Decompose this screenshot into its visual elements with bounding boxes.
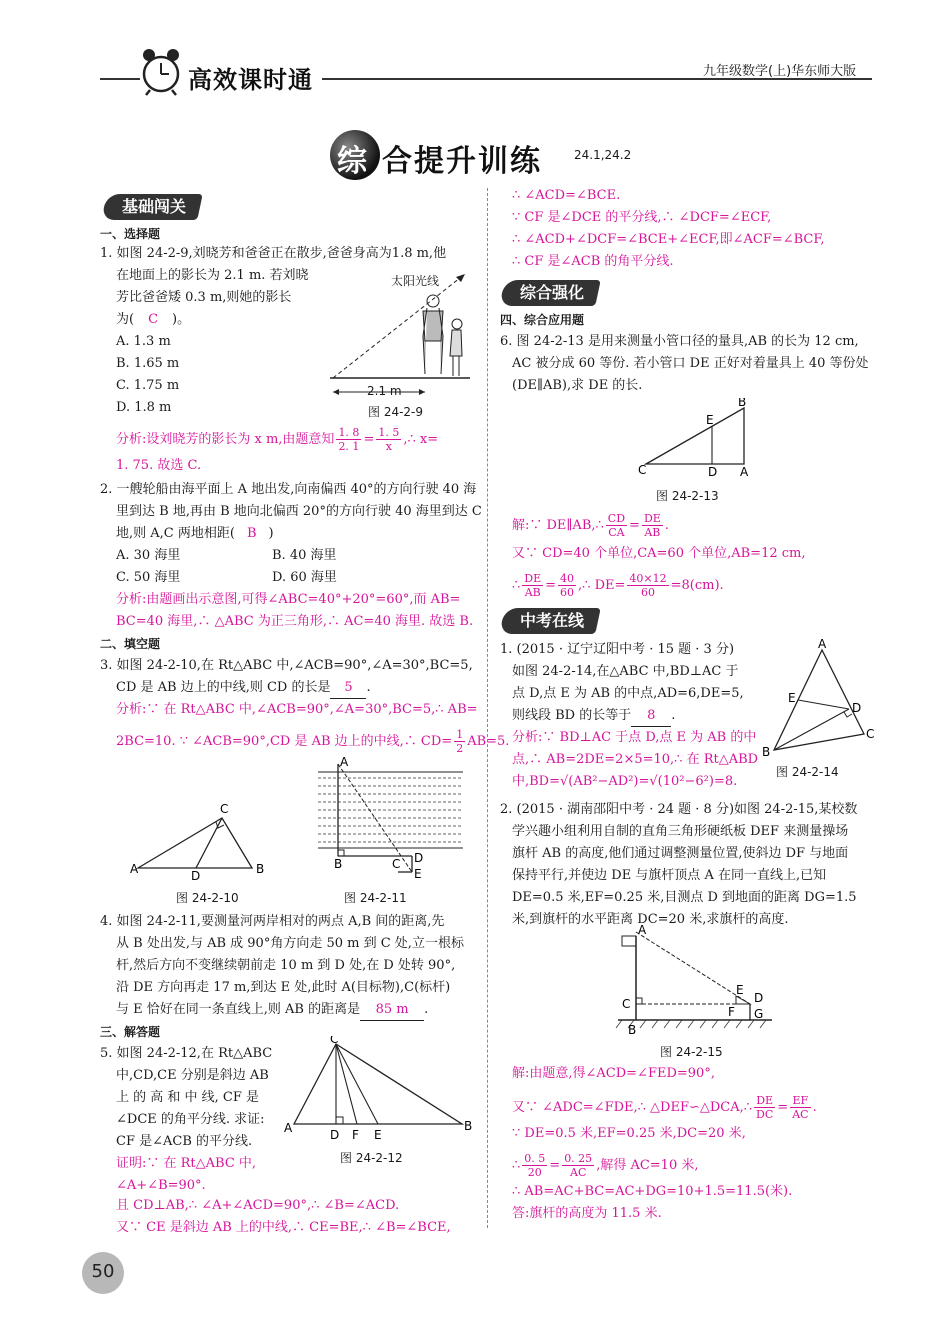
q2-option-d: D. 60 海里 xyxy=(272,570,337,585)
q1-answer: C xyxy=(148,312,159,327)
q7-analysis-3: 中,BD=√(AB²−AD²)=√(10²−6²)=8. xyxy=(512,774,738,789)
q8-line4: 保持平行,并使边 DE 与旗杆顶点 A 在同一直线上,已知 xyxy=(512,868,827,883)
q5-line3: 上 的 高 和 中 线, CF 是 xyxy=(116,1090,260,1105)
q5-proof-3: 且 CD⊥AB,∴ ∠A+∠ACD=90°,∴ ∠B=∠ACD. xyxy=(116,1198,400,1213)
q2-paren-close: ) xyxy=(268,526,274,541)
q7-line1: 1. (2015 · 辽宁辽阳中考 · 15 题 · 3 分) xyxy=(500,642,735,657)
q6-frac-4: $\frac{40}{60}$ xyxy=(560,572,575,599)
column-divider xyxy=(487,188,488,1228)
book-title: 九年级数学(上)华东师大版 xyxy=(703,64,857,79)
q6-line3: (DE∥AB),求 DE 的长. xyxy=(512,378,643,393)
q8-line1: 2. (2015 · 湖南邵阳中考 · 24 题 · 8 分)如图 24-2-15,某校数 xyxy=(500,802,858,817)
q3-period: . xyxy=(366,680,371,695)
svg-text:A: A xyxy=(340,756,349,769)
q3-analysis-2 xyxy=(116,728,509,755)
q1-analysis-end: 1. 75. 故选 C. xyxy=(116,458,202,473)
q8-line2: 学兴趣小组利用自制的直角三角形硬纸板 DEF 来测量操场 xyxy=(512,824,849,839)
q4-line5 xyxy=(116,1000,428,1021)
page-title: 合提升训练 xyxy=(382,144,542,179)
sun-ray-label: 太阳光线 xyxy=(391,274,440,288)
svg-text:B: B xyxy=(334,857,343,871)
svg-text:E: E xyxy=(706,413,714,427)
shadow-length-label: 2.1 m xyxy=(367,384,402,398)
svg-text:B: B xyxy=(464,1119,473,1133)
q6-solution-2: 又∵ CD=40 个单位,CA=60 个单位,AB=12 cm, xyxy=(512,546,806,561)
q5-cont-4: ∴ CF 是∠ACB 的角平分线. xyxy=(512,254,674,269)
svg-text:C: C xyxy=(220,802,229,816)
q6-therefore: ∴ xyxy=(512,578,521,593)
q1-analysis xyxy=(116,426,438,453)
q1-line3: 芳比爸爸矮 0.3 m,则她的影长 xyxy=(116,290,292,305)
q8-eq-1: = xyxy=(777,1100,789,1115)
svg-text:B: B xyxy=(628,1023,637,1037)
caption-24-2-13: 图 24-2-13 xyxy=(656,489,719,503)
q7-line3: 点 D,点 E 为 AB 的中点,AD=6,DE=5, xyxy=(512,686,744,701)
heading-fill: 二、填空题 xyxy=(100,637,161,651)
brand-title: 高效课时通 xyxy=(188,66,313,94)
q3-fraction: $\frac{1}{2}$ xyxy=(456,728,464,755)
heading-application: 四、综合应用题 xyxy=(500,313,585,327)
caption-24-2-14: 图 24-2-14 xyxy=(776,765,839,779)
q3-analysis-2-tail: AB=5. xyxy=(467,734,510,749)
q8-solution-3: ∵ DE=0.5 米,EF=0.25 米,DC=20 米, xyxy=(512,1126,746,1141)
q8-frac-3: $\frac{0. 5}{20}$ xyxy=(524,1152,546,1179)
figure-24-2-12 xyxy=(280,1036,480,1146)
svg-text:C: C xyxy=(638,463,647,477)
q1-option-c: C. 1.75 m xyxy=(116,378,180,393)
title-sections: 24.1,24.2 xyxy=(574,148,632,162)
heading-choice: 一、选择题 xyxy=(100,227,161,241)
q1-option-a: A. 1.3 m xyxy=(116,334,171,349)
q1-analysis-tail: ,∴ x= xyxy=(403,432,439,447)
svg-text:D: D xyxy=(330,1128,340,1142)
q1-line2: 在地面上的影长为 2.1 m. 若刘晓 xyxy=(116,268,309,283)
q8-line3: 旗杆 AB 的高度,他们通过调整测量位置,使斜边 DF 与地面 xyxy=(512,846,849,861)
q2-line2: 里到达 B 地,再由 B 地向北偏西 20°的方向行驶 40 海里到达 C xyxy=(116,504,482,519)
svg-text:A: A xyxy=(130,862,139,876)
badge-basic: 基础闯关 xyxy=(101,194,203,220)
q4-line2: 从 B 处出发,与 AB 成 90°角方向走 50 m 到 C 处,立一根标 xyxy=(116,936,464,951)
q2-analysis-2: BC=40 海里,∴ △ABC 为正三角形,∴ AC=40 海里. 故选 B. xyxy=(116,614,474,629)
q6-line2: AC 被分成 60 等份. 若小管口 DE 正好对着量具上 40 等份处 xyxy=(512,356,869,371)
q8-line6: 米,到旗杆的水平距离 DC=20 米,求旗杆的高度. xyxy=(512,912,789,927)
q6-solution-1 xyxy=(512,512,669,539)
svg-text:C: C xyxy=(330,1036,339,1046)
figure-24-2-13 xyxy=(636,398,766,482)
svg-text:F: F xyxy=(728,1005,735,1019)
q6-frac-3: $\frac{DE}{AB}$ xyxy=(524,572,542,599)
q8-frac-2: $\frac{EF}{AC}$ xyxy=(792,1094,809,1121)
q8-solution-6: 答:旗杆的高度为 11.5 米. xyxy=(512,1206,662,1221)
badge-exam: 中考在线 xyxy=(499,608,601,634)
svg-text:C: C xyxy=(622,997,631,1011)
q3-line2 xyxy=(116,678,371,699)
q2-option-c: C. 50 海里 xyxy=(116,570,181,585)
svg-text:C: C xyxy=(392,857,401,871)
q2-answer: B xyxy=(246,526,257,541)
svg-text:F: F xyxy=(352,1128,359,1142)
q5-proof-2: ∠A+∠B=90°. xyxy=(116,1178,206,1193)
svg-text:A: A xyxy=(818,637,827,651)
q7-line2: 如图 24-2-14,在△ABC 中,BD⊥AC 于 xyxy=(512,664,739,679)
q2-option-a: A. 30 海里 xyxy=(116,548,181,563)
q6-line1: 6. 图 24-2-13 是用来测量小管口径的量具,AB 的长为 12 cm, xyxy=(500,334,859,349)
svg-text:B: B xyxy=(256,862,265,876)
svg-text:E: E xyxy=(374,1128,382,1142)
q8-frac-1: $\frac{DE}{DC}$ xyxy=(756,1094,774,1121)
q6-solution-1-text: 解:∵ DE∥AB,∴ xyxy=(512,518,604,533)
q3-line2-text: CD 是 AB 边上的中线,则 CD 的长是 xyxy=(116,680,331,695)
q8-period: . xyxy=(812,1100,817,1115)
q6-solution-3-end: =8(cm). xyxy=(670,578,724,593)
caption-24-2-9: 图 24-2-9 xyxy=(368,405,424,419)
q4-answer: 85 m xyxy=(360,1000,424,1021)
q1-fraction-2: $\frac{1. 5}{x}$ xyxy=(378,426,400,453)
header-rule-left xyxy=(100,78,140,80)
q1-option-b: B. 1.65 m xyxy=(116,356,180,371)
svg-text:D: D xyxy=(852,701,862,715)
q8-solution-4 xyxy=(512,1152,699,1179)
svg-text:E: E xyxy=(788,691,796,705)
figure-24-2-11 xyxy=(318,756,468,880)
q7-line4-text: 则线段 BD 的长等于 xyxy=(512,708,632,723)
q8-solution-2 xyxy=(512,1094,817,1121)
q7-answer: 8 xyxy=(631,706,671,727)
q1-analysis-text: 分析:设刘晓芳的影长为 x m,由题意知 xyxy=(116,432,335,447)
q1-option-d: D. 1.8 m xyxy=(116,400,172,415)
alarm-clock-icon xyxy=(138,46,184,96)
q6-period: . xyxy=(664,518,669,533)
q5-line2: 中,CD,CE 分别是斜边 AB xyxy=(116,1068,269,1083)
q7-analysis-1: 分析:∵ BD⊥AC 于点 D,点 E 为 AB 的中 xyxy=(512,730,757,745)
q2-line3 xyxy=(116,524,274,544)
q7-analysis-2: 点,∴ AB=2DE=2×5=10,∴ 在 Rt△ABD xyxy=(512,752,759,767)
q5-cont-2: ∵ CF 是∠DCE 的平分线,∴ ∠DCF=∠ECF, xyxy=(512,210,772,225)
q4-line1: 4. 如图 24-2-11,要测量河两岸相对的两点 A,B 间的距离,先 xyxy=(100,914,445,929)
q8-solution-2-text: 又∵ ∠ADC=∠FDE,∴ △DEF∽△DCA,∴ xyxy=(512,1100,753,1115)
caption-24-2-11: 图 24-2-11 xyxy=(344,891,407,905)
q8-therefore: ∴ xyxy=(512,1158,521,1173)
q5-proof-1: 证明:∵ 在 Rt△ABC 中, xyxy=(116,1156,257,1171)
q8-eq-2: = xyxy=(549,1158,561,1173)
q6-frac-5: $\frac{40\times 12}{60}$ xyxy=(629,572,667,599)
q5-proof-4: 又∵ CE 是斜边 AB 上的中线,∴ CE=BE,∴ ∠B=∠BCE, xyxy=(116,1220,451,1235)
q2-option-b: B. 40 海里 xyxy=(272,548,337,563)
q2-line1: 2. 一艘轮船由海平面上 A 地出发,向南偏西 40°的方向行驶 40 海 xyxy=(100,482,477,497)
q2-analysis-1: 分析:由题画出示意图,可得∠ABC=40°+20°=60°,而 AB= xyxy=(116,592,461,607)
q5-line1: 5. 如图 24-2-12,在 Rt△ABC xyxy=(100,1046,273,1061)
title-first-char: 综 xyxy=(337,144,367,179)
q5-line5: CF 是∠ACB 的平分线. xyxy=(116,1134,253,1149)
page-number: 50 xyxy=(91,1261,115,1282)
svg-text:A: A xyxy=(638,923,647,937)
q3-answer: 5 xyxy=(330,678,366,699)
svg-text:B: B xyxy=(738,398,747,409)
q7-period: . xyxy=(671,708,676,723)
q4-period: . xyxy=(424,1002,429,1017)
svg-text:B: B xyxy=(762,745,771,759)
q8-solution-4-end: ,解得 AC=10 米, xyxy=(596,1158,699,1173)
q3-analysis-2-text: 2BC=10. ∵ ∠ACB=90°,CD 是 AB 边上的中线,∴ CD= xyxy=(116,734,453,749)
q8-frac-4: $\frac{0. 25}{AC}$ xyxy=(564,1152,593,1179)
heading-solve: 三、解答题 xyxy=(100,1025,161,1039)
q8-solution-1: 解:由题意,得∠ACD=∠FED=90°, xyxy=(512,1066,715,1081)
badge-comprehensive: 综合强化 xyxy=(499,280,601,306)
q4-line3: 杆,然后方向不变继续朝前走 10 m 到 D 处,在 D 处转 90°, xyxy=(116,958,456,973)
q7-line4 xyxy=(512,706,675,727)
q4-line5-text: 与 E 恰好在同一条直线上,则 AB 的距离是 xyxy=(116,1002,361,1017)
figure-24-2-14 xyxy=(760,636,880,760)
svg-text:E: E xyxy=(414,867,422,880)
svg-text:D: D xyxy=(414,851,424,865)
q1-line4 xyxy=(116,310,190,330)
svg-text:A: A xyxy=(740,465,749,479)
svg-text:G: G xyxy=(754,1007,764,1021)
svg-text:D: D xyxy=(708,465,718,479)
q4-line4: 沿 DE 方向再走 17 m,到达 E 处,此时 A(目标物),C(标杆) xyxy=(116,980,451,995)
caption-24-2-10: 图 24-2-10 xyxy=(176,891,239,905)
svg-text:D: D xyxy=(191,869,201,880)
caption-24-2-15: 图 24-2-15 xyxy=(660,1045,723,1059)
q6-eq-1: = xyxy=(629,518,640,533)
q1-equals: = xyxy=(363,432,375,447)
q6-frac-1: $\frac{CD}{CA}$ xyxy=(607,512,626,539)
q5-cont-1: ∴ ∠ACD=∠BCE. xyxy=(512,188,621,203)
q1-paren-open: 为( xyxy=(116,312,135,327)
caption-24-2-12: 图 24-2-12 xyxy=(340,1151,403,1165)
q1-fraction-1: $\frac{1. 8}{2. 1}$ xyxy=(338,426,360,453)
figure-24-2-15 xyxy=(612,922,782,1042)
q1-line1: 1. 如图 24-2-9,刘晓芳和爸爸正在散步,爸爸身高为1.8 m,他 xyxy=(100,246,447,261)
q1-paren-close: )。 xyxy=(172,312,191,327)
q8-line5: DE=0.5 米,EF=0.25 米,目测点 D 到地面的距离 DG=1.5 xyxy=(512,890,857,905)
q3-analysis-1: 分析:∵ 在 Rt△ABC 中,∠ACB=90°,∠A=30°,BC=5,∴ AB= xyxy=(116,702,478,717)
q8-solution-5: ∴ AB=AC+BC=AC+DG=10+1.5=11.5(米). xyxy=(512,1184,793,1199)
q6-solution-3 xyxy=(512,572,724,599)
svg-text:A: A xyxy=(284,1121,293,1135)
q6-solution-3-mid: ,∴ DE= xyxy=(578,578,626,593)
figure-24-2-10 xyxy=(130,800,270,880)
q5-cont-3: ∴ ∠ACD+∠DCF=∠BCE+∠ECF,即∠ACF=∠BCF, xyxy=(512,232,825,247)
q5-line4: ∠DCE 的角平分线. 求证: xyxy=(116,1112,265,1127)
figure-24-2-9 xyxy=(325,266,475,406)
svg-text:C: C xyxy=(866,727,875,741)
q3-line1: 3. 如图 24-2-10,在 Rt△ABC 中,∠ACB=90°,∠A=30°,BC=5, xyxy=(100,658,473,673)
q6-frac-2: $\frac{DE}{AB}$ xyxy=(643,512,661,539)
svg-text:D: D xyxy=(754,991,764,1005)
svg-text:E: E xyxy=(736,983,744,997)
q2-line3-text: 地,则 A,C 两地相距( xyxy=(116,526,235,541)
q6-eq-2: = xyxy=(545,578,557,593)
